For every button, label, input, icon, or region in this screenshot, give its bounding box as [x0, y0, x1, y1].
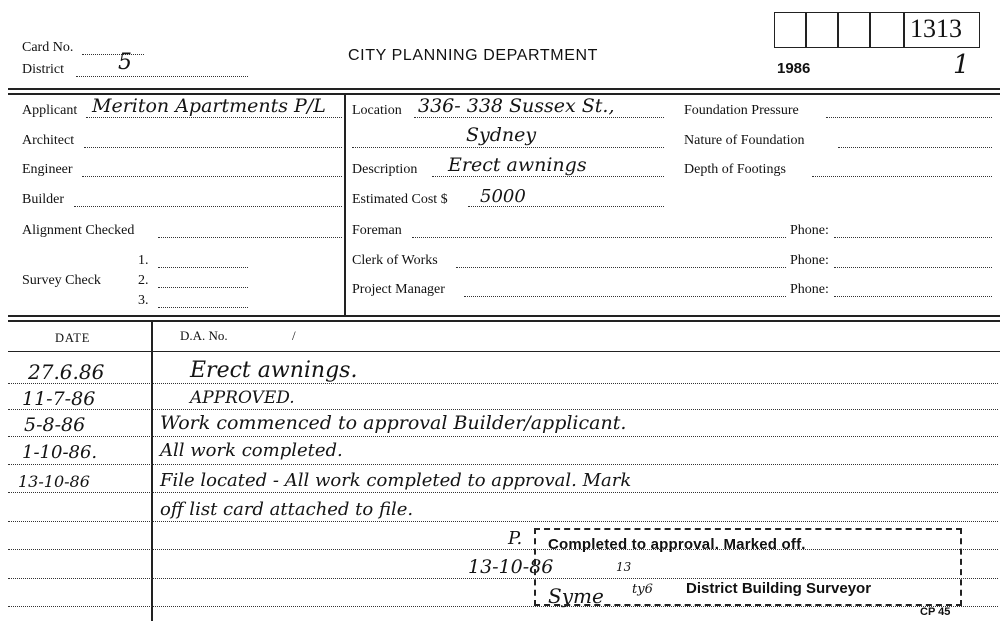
survey-1: 1.: [138, 253, 149, 268]
engineer-label: Engineer: [22, 162, 73, 177]
phone-line-1: [834, 237, 992, 238]
nature-label: Nature of Foundation: [684, 133, 805, 148]
description-line: [432, 176, 664, 177]
cost-label: Estimated Cost $: [352, 192, 448, 207]
fields-divider: [344, 94, 346, 316]
phone-line-2: [834, 267, 992, 268]
da-value: /: [292, 328, 296, 343]
builder-label: Builder: [22, 192, 64, 207]
phone-label-3: Phone:: [790, 282, 829, 297]
entry-date: 1-10-86.: [22, 442, 98, 463]
log-rule: [8, 521, 998, 522]
applicant-value: Meriton Apartments P/L: [92, 95, 326, 117]
entry-text: Work commenced to approval Builder/applicant.: [160, 412, 627, 434]
location-line-2: [352, 147, 664, 148]
entry-date: 27.6.86: [28, 360, 105, 384]
entry-text: All work completed.: [160, 440, 343, 461]
cost-value: 5000: [480, 186, 526, 207]
location-line: [414, 117, 664, 118]
pm-label: Project Manager: [352, 282, 445, 297]
initials: P.: [508, 528, 523, 549]
card-number: 1313: [910, 14, 962, 43]
location-value-2: Sydney: [466, 124, 537, 146]
engineer-line: [82, 176, 342, 177]
form-code: CP 45: [920, 606, 951, 618]
department-title: CITY PLANNING DEPARTMENT: [348, 47, 598, 64]
depth-label: Depth of Footings: [684, 162, 786, 177]
alignment-line: [158, 237, 342, 238]
card-no-label: Card No.: [22, 40, 74, 55]
signature-mark: ty6: [632, 582, 653, 597]
survey-3-line: [158, 307, 248, 308]
stamp-line-1: Completed to approval. Marked off.: [548, 536, 806, 553]
entry-text: File located - All work completed to approval. Mark: [160, 470, 632, 491]
year-label: 1986: [777, 60, 811, 77]
pm-line: [464, 296, 786, 297]
location-label: Location: [352, 103, 402, 118]
mid-rule: [8, 315, 1000, 317]
entry-text: off list card attached to file.: [160, 499, 414, 520]
entry-text: APPROVED.: [190, 388, 295, 408]
signature: Syme: [548, 584, 604, 608]
top-rule: [8, 88, 1000, 90]
log-rule: [8, 606, 998, 607]
entry-text: Erect awnings.: [190, 358, 358, 383]
log-rule: [8, 492, 998, 493]
log-rule: [8, 383, 998, 384]
log-rule: [8, 436, 998, 437]
entry-date: 11-7-86: [22, 388, 96, 410]
foreman-line: [412, 237, 786, 238]
log-header-rule: [8, 351, 1000, 352]
sign-date: 13-10-86: [468, 556, 554, 578]
builder-line: [74, 206, 342, 207]
clerk-line: [456, 267, 786, 268]
card-mark: 1: [953, 50, 970, 80]
survey-2: 2.: [138, 273, 149, 288]
nature-line: [838, 147, 992, 148]
applicant-line: [86, 117, 342, 118]
stamp-line-2: District Building Surveyor: [686, 580, 872, 597]
log-divider: [151, 321, 153, 621]
description-value: Erect awnings: [448, 154, 587, 176]
district-line: [76, 76, 248, 77]
card-no-line: [82, 54, 144, 55]
foreman-label: Foreman: [352, 223, 402, 238]
entry-date: 13-10-86: [18, 472, 90, 491]
phone-label-2: Phone:: [790, 253, 829, 268]
survey-label: Survey Check: [22, 273, 101, 288]
da-label: D.A. No.: [180, 328, 228, 343]
location-value-1: 336- 338 Sussex St.,: [418, 95, 615, 117]
survey-2-line: [158, 287, 248, 288]
clerk-label: Clerk of Works: [352, 253, 438, 268]
district-value: 5: [118, 50, 132, 75]
description-label: Description: [352, 162, 418, 177]
sign-mark: 13: [616, 560, 632, 574]
survey-1-line: [158, 267, 248, 268]
log-rule: [8, 464, 998, 465]
district-label: District: [22, 62, 64, 77]
date-header: DATE: [55, 331, 91, 345]
survey-3: 3.: [138, 293, 149, 308]
mid-rule-2: [8, 320, 1000, 322]
log-rule: [8, 409, 998, 410]
phone-label-1: Phone:: [790, 223, 829, 238]
phone-line-3: [834, 296, 992, 297]
depth-line: [812, 176, 992, 177]
foundation-pressure-line: [826, 117, 992, 118]
architect-line: [84, 147, 342, 148]
applicant-label: Applicant: [22, 103, 78, 118]
foundation-pressure-label: Foundation Pressure: [684, 103, 799, 118]
entry-date: 5-8-86: [24, 414, 86, 436]
architect-label: Architect: [22, 133, 75, 148]
alignment-label: Alignment Checked: [22, 223, 135, 238]
